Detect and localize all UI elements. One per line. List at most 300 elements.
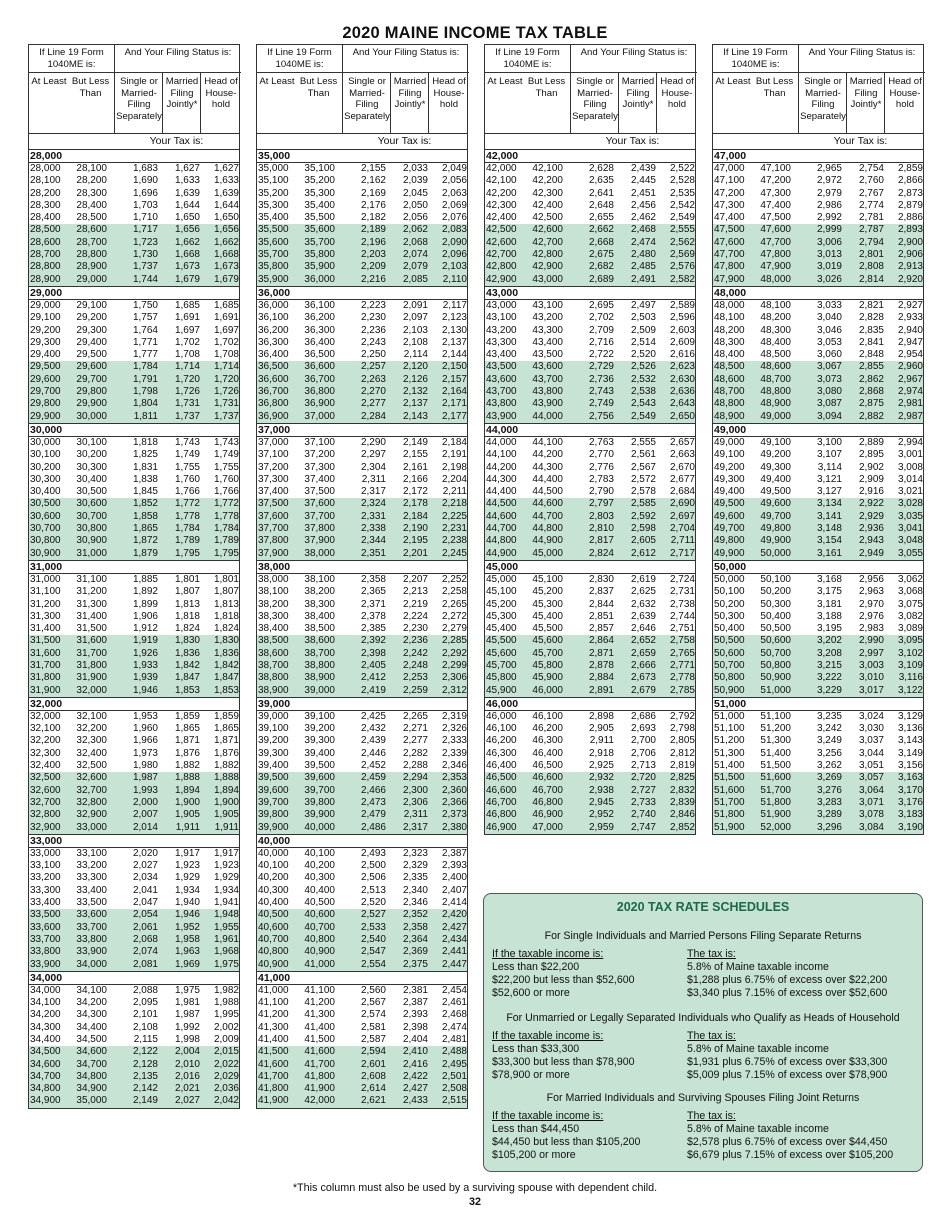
joint-tax-value: 2,427 xyxy=(402,1083,428,1095)
your-tax-label: Your Tax is: xyxy=(28,133,240,149)
single-tax-value: 1,777 xyxy=(132,349,158,361)
tax-table-column xyxy=(28,44,240,1109)
joint-tax-value: 2,700 xyxy=(630,735,656,747)
at-least-value: 45,700 xyxy=(486,659,517,671)
but-less-than-value: 48,300 xyxy=(760,324,791,336)
table-row xyxy=(713,672,923,684)
household-tax-value: 2,778 xyxy=(669,672,695,684)
table-row xyxy=(29,623,239,635)
table-row xyxy=(29,535,239,547)
at-least-value: 46,300 xyxy=(486,747,517,759)
joint-tax-value: 2,543 xyxy=(630,398,656,410)
joint-tax-value: 2,520 xyxy=(630,349,656,361)
block-heading: 45,000 xyxy=(485,561,695,574)
at-least-value: 45,400 xyxy=(486,623,517,635)
household-tax-value: 2,940 xyxy=(897,324,923,336)
joint-tax-value: 2,172 xyxy=(402,486,428,498)
but-less-than-value: 32,300 xyxy=(76,735,107,747)
head-of-household-label: Head of House-hold xyxy=(204,76,238,110)
household-tax-value: 2,724 xyxy=(669,573,695,585)
household-tax-value: 1,702 xyxy=(213,336,239,348)
but-less-than-value: 45,000 xyxy=(532,547,563,559)
household-tax-value: 2,569 xyxy=(669,249,695,261)
but-less-than-value: 28,100 xyxy=(76,163,107,174)
household-tax-value: 1,929 xyxy=(213,872,239,884)
at-least-value: 51,800 xyxy=(714,809,745,821)
table-row xyxy=(257,760,467,772)
table-row xyxy=(29,1034,239,1046)
household-tax-value: 2,150 xyxy=(441,361,467,373)
single-tax-value: 2,999 xyxy=(816,224,842,236)
but-less-than-value: 50,800 xyxy=(760,659,791,671)
but-less-than-value: 37,300 xyxy=(304,461,335,473)
single-tax-value: 2,223 xyxy=(360,299,386,311)
but-less-than-value: 29,800 xyxy=(76,386,107,398)
joint-tax-value: 2,271 xyxy=(402,723,428,735)
at-least-value: 46,500 xyxy=(486,772,517,784)
household-tax-value: 2,292 xyxy=(441,647,467,659)
taxable-income-header: If the taxable income is: xyxy=(492,948,604,960)
at-least-value: 28,600 xyxy=(30,236,61,248)
at-least-value: 48,100 xyxy=(714,312,745,324)
household-tax-value: 2,697 xyxy=(669,510,695,522)
single-tax-value: 3,087 xyxy=(816,398,842,410)
single-tax-value: 2,061 xyxy=(132,921,158,933)
but-less-than-value: 28,900 xyxy=(76,261,107,273)
joint-tax-value: 2,282 xyxy=(402,747,428,759)
table-row xyxy=(257,548,467,560)
income-bracket: $33,300 but less than $78,900 xyxy=(492,1055,635,1068)
income-block xyxy=(712,697,924,835)
at-least-value: 34,200 xyxy=(30,1009,61,1021)
household-tax-value: 1,737 xyxy=(213,410,239,422)
at-least-value: 45,200 xyxy=(486,598,517,610)
joint-tax-value: 1,934 xyxy=(174,884,200,896)
joint-tax-value: 2,801 xyxy=(858,249,884,261)
table-row xyxy=(257,374,467,386)
joint-tax-value: 2,346 xyxy=(402,897,428,909)
joint-tax-value: 2,381 xyxy=(402,984,428,996)
joint-tax-value: 1,847 xyxy=(174,672,200,684)
but-less-than-value: 51,800 xyxy=(760,796,791,808)
joint-tax-value: 1,813 xyxy=(174,598,200,610)
household-tax-value: 2,623 xyxy=(669,361,695,373)
joint-tax-value: 1,668 xyxy=(174,249,200,261)
household-tax-value: 2,738 xyxy=(669,598,695,610)
joint-tax-value: 2,767 xyxy=(858,187,884,199)
single-tax-value: 1,703 xyxy=(132,199,158,211)
income-bracket: Less than $22,200 xyxy=(492,961,580,973)
block-heading: 28,000 xyxy=(29,150,239,163)
single-tax-value: 2,992 xyxy=(816,212,842,224)
single-tax-value: 3,208 xyxy=(816,647,842,659)
household-tax-value: 2,501 xyxy=(441,1070,467,1082)
income-block xyxy=(484,697,696,835)
single-tax-value: 1,939 xyxy=(132,672,158,684)
at-least-value: 40,800 xyxy=(258,946,289,958)
but-less-than-value: 47,300 xyxy=(760,187,791,199)
single-tax-value: 1,744 xyxy=(132,273,158,285)
block-heading: 42,000 xyxy=(485,150,695,163)
household-tax-value: 2,029 xyxy=(213,1070,239,1082)
household-tax-value: 2,535 xyxy=(669,187,695,199)
income-bracket: Less than $33,300 xyxy=(492,1043,580,1055)
table-row xyxy=(29,611,239,623)
but-less-than-value: 30,900 xyxy=(76,535,107,547)
table-row xyxy=(485,760,695,772)
household-tax-value: 1,708 xyxy=(213,349,239,361)
joint-tax-value: 1,952 xyxy=(174,921,200,933)
joint-tax-value: 2,652 xyxy=(630,635,656,647)
but-less-than-value: 39,200 xyxy=(304,723,335,735)
joint-tax-value: 2,248 xyxy=(402,659,428,671)
at-least-value: 46,600 xyxy=(486,784,517,796)
single-tax-value: 3,060 xyxy=(816,349,842,361)
household-tax-value: 2,009 xyxy=(213,1034,239,1045)
joint-tax-value: 2,875 xyxy=(858,398,884,410)
household-tax-value: 2,670 xyxy=(669,461,695,473)
but-less-than-value: 39,300 xyxy=(304,735,335,747)
at-least-value: 35,600 xyxy=(258,236,289,248)
joint-tax-value: 2,108 xyxy=(402,336,428,348)
joint-tax-value: 1,917 xyxy=(174,847,200,859)
but-less-than-value: 35,700 xyxy=(304,236,335,248)
single-tax-value: 2,331 xyxy=(360,510,386,522)
single-filer-label: Single or Married-Filing Separately xyxy=(800,76,846,122)
but-less-than-value: 35,600 xyxy=(304,224,335,236)
but-less-than-value: 36,900 xyxy=(304,398,335,410)
block-heading: 50,000 xyxy=(713,561,923,574)
single-tax-value: 3,154 xyxy=(816,535,842,547)
table-row xyxy=(713,261,923,273)
but-less-than-value: 32,800 xyxy=(76,796,107,808)
household-tax-value: 2,184 xyxy=(441,436,467,448)
at-least-value: 41,000 xyxy=(258,984,289,996)
at-least-value: 41,200 xyxy=(258,1009,289,1021)
single-tax-value: 1,879 xyxy=(132,547,158,559)
single-tax-value: 2,513 xyxy=(360,884,386,896)
income-block xyxy=(484,423,696,560)
but-less-than-label: But Less Than xyxy=(71,76,110,99)
joint-tax-value: 2,929 xyxy=(858,510,884,522)
but-less-than-value: 36,000 xyxy=(304,273,335,285)
single-tax-value: 2,682 xyxy=(588,261,614,273)
table-row xyxy=(29,374,239,386)
income-block xyxy=(28,560,240,697)
single-tax-value: 2,419 xyxy=(360,684,386,696)
but-less-than-value: 48,000 xyxy=(760,273,791,285)
household-tax-value: 2,265 xyxy=(441,598,467,610)
household-tax-value: 1,633 xyxy=(213,175,239,187)
single-tax-value: 3,107 xyxy=(816,449,842,461)
table-row xyxy=(257,623,467,635)
at-least-value: 36,900 xyxy=(258,410,289,422)
single-tax-value: 2,743 xyxy=(588,386,614,398)
at-least-value: 33,200 xyxy=(30,872,61,884)
joint-tax-value: 2,713 xyxy=(630,760,656,772)
single-tax-value: 2,844 xyxy=(588,598,614,610)
block-heading: 38,000 xyxy=(257,561,467,574)
household-tax-value: 2,805 xyxy=(669,735,695,747)
household-tax-value: 1,714 xyxy=(213,361,239,373)
joint-tax-value: 2,605 xyxy=(630,535,656,547)
joint-tax-value: 1,772 xyxy=(174,498,200,510)
table-row xyxy=(485,175,695,187)
header-divider xyxy=(114,45,115,133)
table-row xyxy=(257,411,467,423)
table-row xyxy=(29,897,239,909)
at-least-value: 46,400 xyxy=(486,760,517,772)
at-least-value: 34,600 xyxy=(30,1058,61,1070)
single-tax-value: 2,547 xyxy=(360,946,386,958)
joint-tax-value: 1,760 xyxy=(174,473,200,485)
household-tax-value: 1,789 xyxy=(213,535,239,547)
at-least-value: 50,800 xyxy=(714,672,745,684)
table-row xyxy=(485,163,695,175)
household-tax-value: 2,717 xyxy=(669,547,695,559)
at-least-value: 30,100 xyxy=(30,449,61,461)
but-less-than-value: 52,000 xyxy=(760,821,791,833)
at-least-value: 31,100 xyxy=(30,586,61,598)
household-tax-value: 1,842 xyxy=(213,659,239,671)
table-row xyxy=(29,574,239,586)
single-tax-value: 2,763 xyxy=(588,436,614,448)
single-tax-value: 2,601 xyxy=(360,1058,386,1070)
but-less-than-value: 38,800 xyxy=(304,659,335,671)
table-row xyxy=(29,735,239,747)
joint-tax-value: 2,787 xyxy=(858,224,884,236)
single-tax-value: 2,938 xyxy=(588,784,614,796)
tax-table-column xyxy=(484,44,696,835)
single-tax-value: 2,176 xyxy=(360,199,386,211)
household-tax-value: 3,028 xyxy=(897,498,923,510)
table-row xyxy=(257,1059,467,1071)
joint-tax-value: 1,766 xyxy=(174,486,200,498)
single-tax-value: 2,830 xyxy=(588,573,614,585)
single-tax-value: 2,770 xyxy=(588,449,614,461)
but-less-than-value: 40,900 xyxy=(304,946,335,958)
but-less-than-value: 32,900 xyxy=(76,809,107,821)
at-least-value: 38,700 xyxy=(258,659,289,671)
single-tax-value: 3,249 xyxy=(816,735,842,747)
income-block xyxy=(28,834,240,971)
household-tax-value: 2,346 xyxy=(441,760,467,772)
single-tax-value: 3,269 xyxy=(816,772,842,784)
single-tax-value: 1,723 xyxy=(132,236,158,248)
household-tax-value: 2,191 xyxy=(441,449,467,461)
at-least-value: 51,400 xyxy=(714,760,745,772)
joint-tax-value: 2,114 xyxy=(403,349,428,361)
at-least-value: 30,700 xyxy=(30,523,61,535)
but-less-than-value: 48,800 xyxy=(760,386,791,398)
household-tax-value: 2,036 xyxy=(213,1083,239,1095)
tax-is-header: The tax is: xyxy=(687,948,736,960)
at-least-value: 28,100 xyxy=(30,175,61,187)
single-tax-value: 2,635 xyxy=(588,175,614,187)
but-less-than-value: 30,100 xyxy=(76,436,107,448)
single-tax-value: 2,979 xyxy=(816,187,842,199)
at-least-value: 34,300 xyxy=(30,1021,61,1033)
table-row xyxy=(485,797,695,809)
table-row xyxy=(713,772,923,784)
if-line-label: If Line 19 Form 1040ME is: xyxy=(267,47,332,70)
but-less-than-value: 36,100 xyxy=(304,299,335,311)
single-tax-value: 2,520 xyxy=(360,897,386,909)
joint-tax-value: 2,922 xyxy=(858,498,884,510)
household-tax-value: 3,122 xyxy=(897,684,923,696)
header-divider xyxy=(884,72,885,133)
joint-tax-value: 2,585 xyxy=(630,498,656,510)
your-tax-label: Your Tax is: xyxy=(712,133,924,149)
joint-tax-value: 1,963 xyxy=(174,946,200,958)
at-least-value: 39,000 xyxy=(258,710,289,722)
single-tax-value: 2,932 xyxy=(588,772,614,784)
joint-tax-value: 1,656 xyxy=(174,224,200,236)
tax-is-header: The tax is: xyxy=(687,1110,736,1122)
household-tax-value: 2,387 xyxy=(441,847,467,859)
joint-tax-value: 1,673 xyxy=(174,261,200,273)
table-row xyxy=(485,586,695,598)
joint-tax-value: 2,727 xyxy=(630,784,656,796)
single-tax-value: 3,094 xyxy=(816,410,842,422)
single-tax-value: 2,783 xyxy=(588,473,614,485)
at-least-value: 45,900 xyxy=(486,684,517,696)
income-block xyxy=(256,560,468,697)
single-tax-value: 2,959 xyxy=(588,821,614,833)
table-row xyxy=(257,985,467,997)
but-less-than-value: 44,200 xyxy=(532,449,563,461)
joint-tax-value: 2,311 xyxy=(403,809,428,821)
but-less-than-value: 42,400 xyxy=(532,199,563,211)
single-tax-value: 2,749 xyxy=(588,398,614,410)
joint-tax-value: 2,045 xyxy=(402,187,428,199)
joint-tax-value: 2,439 xyxy=(630,163,656,174)
but-less-than-value: 28,800 xyxy=(76,249,107,261)
but-less-than-value: 46,500 xyxy=(532,760,563,772)
income-block xyxy=(256,697,468,834)
single-tax-value: 3,188 xyxy=(816,610,842,622)
table-row xyxy=(713,635,923,647)
but-less-than-value: 43,300 xyxy=(532,324,563,336)
but-less-than-value: 41,800 xyxy=(304,1070,335,1082)
joint-tax-value: 2,132 xyxy=(402,386,428,398)
at-least-value: 37,600 xyxy=(258,510,289,522)
at-least-value: 41,500 xyxy=(258,1046,289,1058)
single-tax-value: 2,567 xyxy=(360,997,386,1009)
single-tax-value: 2,898 xyxy=(588,710,614,722)
at-least-value: 32,400 xyxy=(30,760,61,772)
but-less-than-value: 47,900 xyxy=(760,261,791,273)
but-less-than-value: 35,800 xyxy=(304,249,335,261)
single-tax-value: 3,073 xyxy=(816,373,842,385)
header-divider xyxy=(162,72,163,133)
but-less-than-value: 42,800 xyxy=(532,249,563,261)
at-least-value: 36,000 xyxy=(258,299,289,311)
at-least-value: 51,200 xyxy=(714,735,745,747)
household-tax-value: 2,906 xyxy=(897,249,923,261)
but-less-than-value: 33,000 xyxy=(76,821,107,833)
household-tax-value: 2,306 xyxy=(441,672,467,684)
table-row xyxy=(257,711,467,723)
joint-tax-value: 2,288 xyxy=(402,760,428,772)
table-row xyxy=(257,535,467,547)
table-row xyxy=(713,599,923,611)
but-less-than-value: 37,700 xyxy=(304,510,335,522)
single-tax-value: 2,668 xyxy=(588,236,614,248)
but-less-than-value: 41,100 xyxy=(304,984,335,996)
joint-tax-value: 3,010 xyxy=(858,672,884,684)
but-less-than-value: 38,500 xyxy=(304,623,335,635)
at-least-value: 42,500 xyxy=(486,224,517,236)
at-least-label: At Least xyxy=(487,76,523,87)
at-least-value: 49,200 xyxy=(714,461,745,473)
income-bracket: $52,600 or more xyxy=(492,986,570,999)
joint-tax-value: 1,737 xyxy=(174,410,200,422)
single-filer-label: Single or Married-Filing Separately xyxy=(344,76,390,122)
table-row xyxy=(257,224,467,236)
block-heading: 48,000 xyxy=(713,287,923,300)
header-divider xyxy=(342,72,469,73)
table-row xyxy=(29,312,239,324)
joint-tax-value: 2,410 xyxy=(402,1046,428,1058)
single-tax-value: 2,344 xyxy=(360,535,386,547)
but-less-than-value: 50,600 xyxy=(760,635,791,647)
but-less-than-value: 35,200 xyxy=(304,175,335,187)
table-row xyxy=(713,462,923,474)
but-less-than-value: 28,700 xyxy=(76,236,107,248)
at-least-value: 41,800 xyxy=(258,1083,289,1095)
table-row xyxy=(257,163,467,175)
but-less-than-value: 40,100 xyxy=(304,847,335,859)
joint-tax-value: 2,224 xyxy=(402,610,428,622)
table-row xyxy=(257,848,467,860)
household-tax-value: 1,807 xyxy=(213,586,239,598)
single-tax-value: 2,216 xyxy=(360,273,386,285)
joint-tax-value: 1,824 xyxy=(174,623,200,635)
table-row xyxy=(713,300,923,312)
but-less-than-value: 51,600 xyxy=(760,772,791,784)
but-less-than-value: 40,700 xyxy=(304,921,335,933)
at-least-value: 48,000 xyxy=(714,299,745,311)
household-tax-value: 3,095 xyxy=(897,635,923,647)
table-row xyxy=(257,1095,467,1107)
tax-rate-schedules xyxy=(483,893,923,1172)
at-least-value: 32,100 xyxy=(30,723,61,735)
joint-tax-value: 1,894 xyxy=(174,784,200,796)
but-less-than-value: 31,600 xyxy=(76,635,107,647)
single-tax-value: 2,857 xyxy=(588,623,614,635)
at-least-label: At Least xyxy=(715,76,751,87)
household-tax-value: 2,873 xyxy=(897,187,923,199)
at-least-value: 48,300 xyxy=(714,336,745,348)
joint-tax-value: 2,855 xyxy=(858,361,884,373)
joint-tax-value: 2,277 xyxy=(402,735,428,747)
at-least-value: 46,100 xyxy=(486,723,517,735)
at-least-value: 31,400 xyxy=(30,623,61,635)
table-row xyxy=(257,361,467,373)
table-row xyxy=(485,449,695,461)
single-tax-value: 2,081 xyxy=(132,958,158,970)
single-tax-value: 1,811 xyxy=(133,410,158,422)
at-least-value: 36,800 xyxy=(258,398,289,410)
household-tax-value: 1,755 xyxy=(213,461,239,473)
page-title: 2020 MAINE INCOME TAX TABLE xyxy=(342,24,608,42)
household-tax-value: 2,056 xyxy=(441,175,467,187)
at-least-value: 29,300 xyxy=(30,336,61,348)
joint-tax-value: 2,300 xyxy=(402,784,428,796)
at-least-value: 34,900 xyxy=(30,1095,61,1107)
table-row xyxy=(257,872,467,884)
